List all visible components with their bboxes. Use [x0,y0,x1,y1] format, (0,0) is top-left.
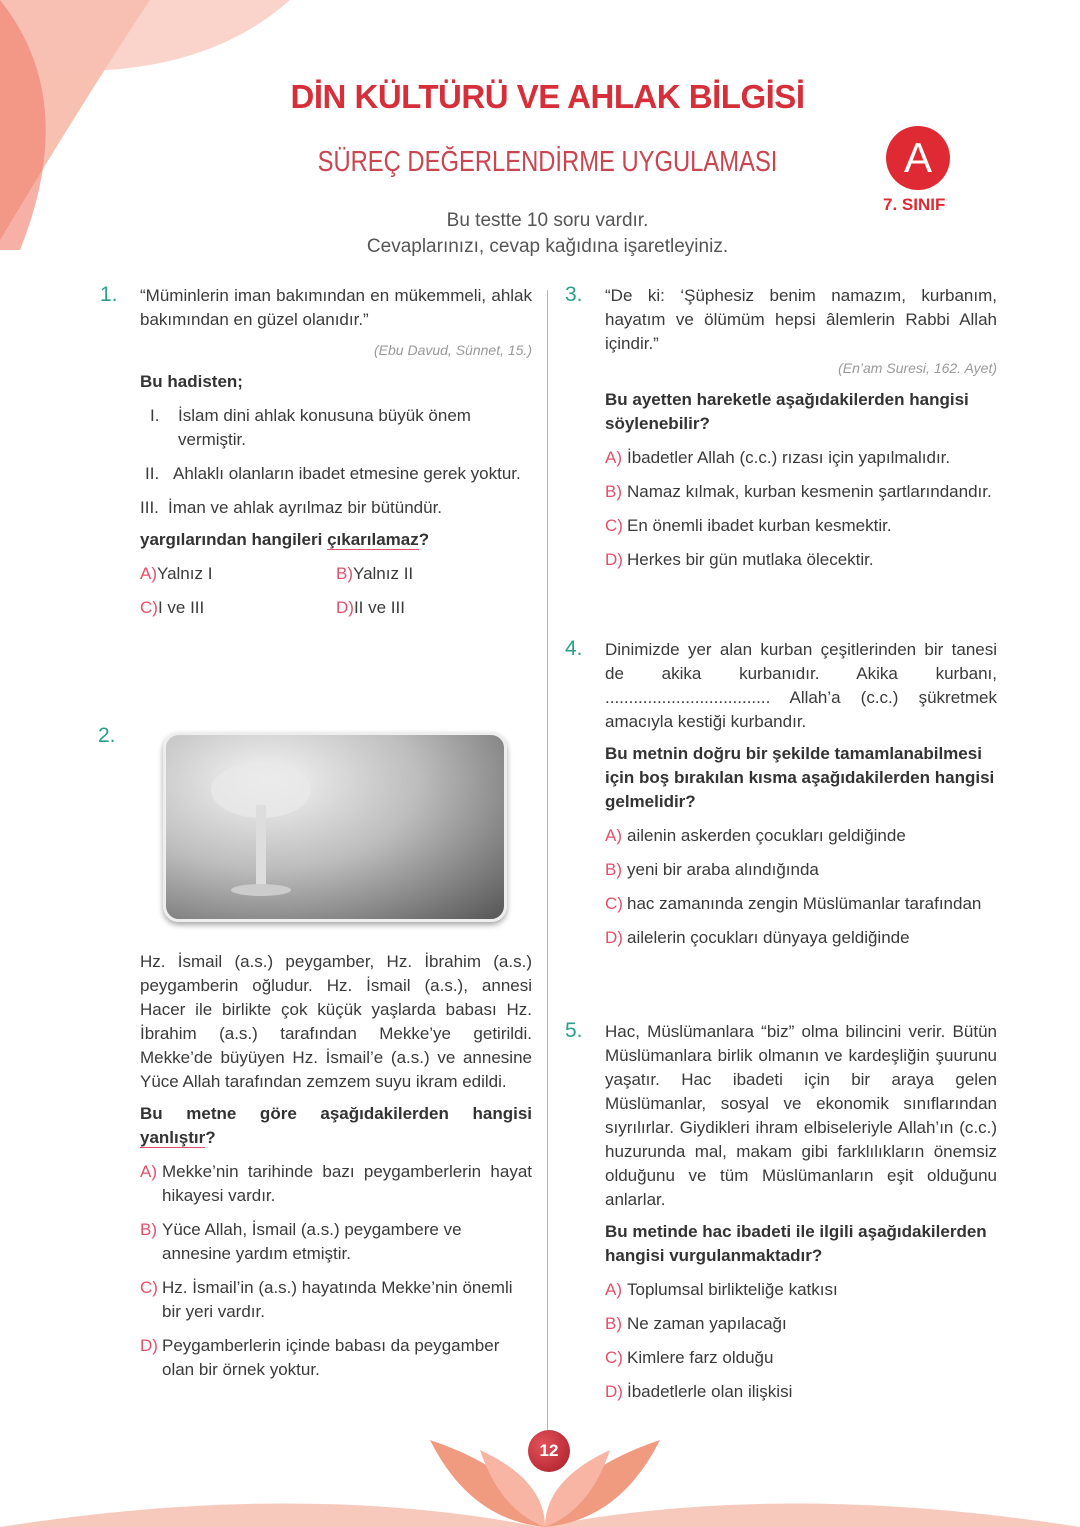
question-stem: yargılarından hangileri çıkarılamaz? [140,530,430,549]
question-stem: Bu ayetten hareketle aşağıdakilerden hangisi söylenebilir? [605,390,969,433]
option-c[interactable]: C) Kimlere farz olduğu [605,1348,774,1367]
water-splash-image [163,732,507,922]
option-b[interactable]: B) Ne zaman yapılacağı [605,1314,787,1333]
grade-label: 7. SINIF [883,195,946,214]
option-d[interactable]: D)II ve III [336,598,405,617]
page-title: DİN KÜLTÜRÜ VE AHLAK BİLGİSİ [290,78,805,115]
instruction-line: Cevaplarınızı, cevap kağıdına işaretleyiniz. [366,236,729,257]
statement: II. Ahlaklı olanların ibadet etmesine gerek yoktur. [145,464,521,483]
question-number: 2. [98,724,116,747]
instruction-line: Bu testte 10 soru vardır. [446,210,649,231]
question-number: 1. [100,283,118,306]
source: (En’am Suresi, 162. Ayet) [838,360,997,376]
statement: I. İslam dini ahlak konusuna büyük önem vermiştir. [150,406,471,449]
passage: Dinimizde yer alan kurban çeşitlerinden bir tanesi de akika kurbanıdır. Akika kurbanı, ................................... Allah’a (c.c.) şükretmek amacıyla kestiği kurbandır. [605,640,997,731]
question-3 [605,284,997,572]
booklet-badge: A [886,126,950,190]
column-divider [547,290,548,1430]
option-c[interactable]: C) Hz. İsmail’in (a.s.) hayatında Mekke’nin önemli bir yeri vardır. [140,1278,513,1321]
statement: III. İman ve ahlak ayrılmaz bir bütündür. [140,498,443,517]
instructions [0,208,1080,260]
question-5 [605,1020,997,1404]
option-b[interactable]: B)Yalnız II [336,564,414,583]
page-number: 12 [528,1430,570,1472]
option-d[interactable]: D) Peygamberlerin içinde babası da peygamber olan bir örnek yoktur. [140,1336,500,1379]
question-stem: Bu metinde hac ibadeti ile ilgili aşağıdakilerden hangisi vurgulanmaktadır? [605,1222,987,1265]
option-a[interactable]: A) İbadetler Allah (c.c.) rızası için yapılmalıdır. [605,448,951,467]
passage: Hac, Müslümanlara “biz” olma bilincini verir. Bütün Müslümanlara birlik olmanın ve kardeşliğin şuurunu yaşatır. Hac ibadeti için bir araya gelen Müslümanlar, sosyal ve ekonomik sınıflarından sıyrılırlar. Giydikleri ihram elbiseleriyle Allah’ın (c.c.) huzurunda mal, makam gibi farklılıkların önemsiz olduğunu ve tüm Müslümanların eşit olduğunu anlarlar. [605,1022,997,1209]
quote: “Müminlerin iman bakımından en mükemmeli, ahlak bakımından en güzel olanıdır.” [140,286,532,329]
option-b[interactable]: B) yeni bir araba alındığında [605,860,819,879]
option-a[interactable]: A) Toplumsal birlikteliğe katkısı [605,1280,838,1299]
question-1 [140,284,532,620]
source: (Ebu Davud, Sünnet, 15.) [374,342,532,358]
option-d[interactable]: D) İbadetlerle olan ilişkisi [605,1382,793,1401]
option-a[interactable]: A) ailenin askerden çocukları geldiğinde [605,826,906,845]
question-number: 3. [565,283,583,306]
question-number: 5. [565,1019,583,1042]
question-stem: Bu metne göre aşağıdakilerden hangisi yanlıştır? [140,1104,532,1147]
question-2 [140,950,532,1382]
question-number: 4. [565,637,583,660]
option-c[interactable]: C)I ve III [140,598,205,617]
option-b[interactable]: B) Namaz kılmak, kurban kesmenin şartlarındandır. [605,482,992,501]
option-c[interactable]: C) hac zamanında zengin Müslümanlar tarafından [605,894,982,913]
option-c[interactable]: C) En önemli ibadet kurban kesmektir. [605,516,892,535]
option-a[interactable]: A) Mekke’nin tarihinde bazı peygamberlerin hayat hikayesi vardır. [140,1162,532,1205]
option-d[interactable]: D) Herkes bir gün mutlaka ölecektir. [605,550,874,569]
option-b[interactable]: B) Yüce Allah, İsmail (a.s.) peygambere ve annesine yardım etmiştir. [140,1220,462,1263]
option-a[interactable]: A)Yalnız I [140,564,213,583]
question-stem: Bu metnin doğru bir şekilde tamamlanabilmesi için boş bırakılan kısma aşağıdakilerden hangisi gelmelidir? [605,744,995,811]
question-4 [605,638,997,950]
page-subtitle: SÜREÇ DEĞERLENDİRME UYGULAMASI [317,146,778,178]
passage: Hz. İsmail (a.s.) peygamber, Hz. İbrahim (a.s.) peygamberin oğludur. Hz. İsmail (a.s.), annesi Hacer ile birlikte çok küçük yaşlarda babası Hz. İbrahim (a.s.) tarafından Mekke’ye getirildi. Mekke’de büyüyen Hz. İsmail’e (a.s.) ve annesine Yüce Allah tarafından zemzem suyu ikram edildi. [140,952,532,1091]
quote: “De ki: ‘Şüphesiz benim namazım, kurbanım, hayatım ve ölümüm hepsi âlemlerin Rabbi Allah içindir.” [605,286,997,353]
option-d[interactable]: D) ailelerin çocukları dünyaya geldiğinde [605,928,910,947]
lead: Bu hadisten; [140,372,243,391]
